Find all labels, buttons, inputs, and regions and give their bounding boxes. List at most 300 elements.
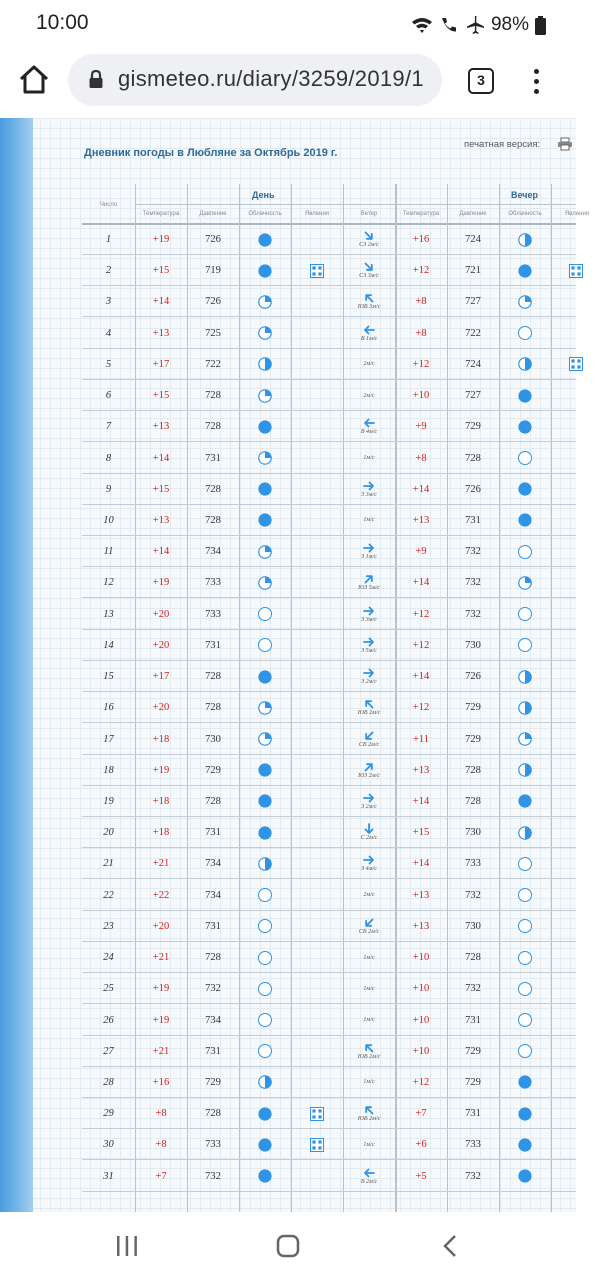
cloud-evening-cell <box>499 1036 551 1067</box>
wind-day-cell <box>343 661 395 692</box>
temperature-evening: +14 <box>412 795 430 807</box>
temperature-evening: +14 <box>412 671 430 683</box>
temperature-day: +19 <box>152 764 170 776</box>
phenomena-evening-cell <box>551 661 603 692</box>
phenomena-evening-cell <box>551 599 603 630</box>
cloud-full-icon <box>258 233 272 247</box>
cloud-day-cell <box>239 1098 291 1129</box>
pressure-day: 734 <box>205 1014 221 1026</box>
pressure-evening: 728 <box>465 452 481 464</box>
wind-arrow-icon <box>363 231 375 241</box>
temperature-evening: +10 <box>412 1045 430 1057</box>
pressure-evening: 732 <box>465 983 481 995</box>
cloud-evening-cell <box>499 1129 551 1160</box>
wind-arrow-icon <box>363 699 375 709</box>
cloud-full-icon <box>258 670 272 684</box>
wind-text: СВ 2м/с <box>358 928 380 935</box>
temperature-day: +17 <box>152 358 170 370</box>
temperature-day: +14 <box>152 452 170 464</box>
temperature-evening: +8 <box>415 327 427 339</box>
cloud-quarter-icon <box>258 295 272 309</box>
status-icons <box>411 13 546 37</box>
wind-text: 1м/с <box>363 517 375 524</box>
pressure-day: 734 <box>205 889 221 901</box>
phenomena-day-cell <box>291 411 343 442</box>
day-number: 2 <box>105 265 112 277</box>
wind-text: 1м/с <box>363 1017 375 1023</box>
temperature-evening: +10 <box>412 1014 430 1026</box>
cloud-empty-icon <box>518 888 532 902</box>
day-number: 19 <box>103 795 114 807</box>
phenomena-evening-cell <box>551 786 603 817</box>
pressure-evening: 731 <box>465 1014 481 1026</box>
phenomena-evening-cell <box>551 411 603 442</box>
phenomena-day-cell <box>291 349 343 380</box>
wind-day-cell <box>343 880 395 911</box>
wind-text: СВ 2м/с <box>358 741 380 748</box>
pressure-day: 731 <box>205 639 221 651</box>
wind-day-cell <box>343 505 395 536</box>
day-number: 18 <box>103 764 114 776</box>
temperature-day: +14 <box>152 296 170 308</box>
pressure-evening: 724 <box>465 234 481 245</box>
cloud-day-cell <box>239 911 291 942</box>
phenomena-evening-cell <box>551 536 603 567</box>
wind-arrow-icon <box>363 793 375 803</box>
temperature-day: +13 <box>152 327 170 339</box>
day-number: 20 <box>103 827 114 839</box>
table-row <box>82 755 576 786</box>
cloud-empty-icon <box>518 857 532 871</box>
wind-day-cell <box>343 1005 395 1036</box>
cloud-quarter-icon <box>258 732 272 746</box>
day-number: 6 <box>105 390 112 402</box>
phenomena-day-cell <box>291 599 343 630</box>
cloud-empty-icon <box>518 919 532 933</box>
rain-icon <box>310 1138 324 1152</box>
cloud-evening-cell <box>499 1161 551 1192</box>
phenomena-day-cell <box>291 1067 343 1098</box>
phenomena-day-cell <box>291 536 343 567</box>
cloud-half-icon <box>518 826 532 840</box>
cloud-evening-cell <box>499 880 551 911</box>
cloud-evening-cell <box>499 1098 551 1129</box>
wind-arrow-icon <box>363 855 375 865</box>
wind-day-cell <box>343 630 395 661</box>
table-row <box>82 911 576 942</box>
pressure-evening: 731 <box>465 1108 481 1120</box>
wind-day-cell <box>343 1098 395 1129</box>
pressure-day: 730 <box>205 733 221 745</box>
phenomena-evening-cell <box>551 817 603 848</box>
temperature-day: +13 <box>152 421 170 433</box>
cloud-full-icon <box>518 1107 532 1121</box>
cloud-full-icon <box>518 1169 532 1183</box>
wind-day-cell <box>343 443 395 474</box>
wind-arrow-icon <box>363 325 375 335</box>
cloud-quarter-icon <box>258 545 272 559</box>
cloud-half-icon <box>258 857 272 871</box>
day-number: 1 <box>105 234 112 245</box>
phenomena-evening-cell <box>551 911 603 942</box>
pressure-evening: 732 <box>465 546 481 558</box>
pressure-evening: 727 <box>465 296 481 308</box>
temperature-day: +20 <box>152 702 170 714</box>
col-header-cloud: Облачность <box>248 211 282 217</box>
temperature-day: +17 <box>152 671 170 683</box>
day-number: 28 <box>103 1076 114 1088</box>
wind-day-cell <box>343 255 395 286</box>
phenomena-day-cell <box>291 755 343 786</box>
cloud-day-cell <box>239 880 291 911</box>
cloud-empty-icon <box>258 1013 272 1027</box>
phenomena-day-cell <box>291 1098 343 1129</box>
cloud-day-cell <box>239 942 291 973</box>
table-row <box>82 318 576 349</box>
wind-day-cell <box>343 318 395 349</box>
wind-day-cell <box>343 599 395 630</box>
phenomena-evening-cell <box>551 443 603 474</box>
wind-day-cell <box>343 942 395 973</box>
cloud-empty-icon <box>518 326 532 340</box>
pressure-evening: 732 <box>465 889 481 901</box>
pressure-evening: 721 <box>465 265 481 277</box>
tab-switcher-button[interactable]: 3 <box>468 68 494 94</box>
temperature-day: +8 <box>155 1139 167 1151</box>
phenomena-day-cell <box>291 973 343 1004</box>
day-number: 15 <box>103 671 114 683</box>
cloud-day-cell <box>239 973 291 1004</box>
temperature-evening: +10 <box>412 952 430 964</box>
pressure-day: 729 <box>205 1076 221 1088</box>
day-number: 24 <box>103 952 114 964</box>
pressure-day: 728 <box>205 702 221 714</box>
table-row <box>82 630 576 661</box>
col-header-phenomena: Явления <box>304 211 330 217</box>
phenomena-day-cell <box>291 817 343 848</box>
day-number: 7 <box>105 421 112 433</box>
phenomena-day-cell <box>291 1036 343 1067</box>
phenomena-day-cell <box>291 224 343 255</box>
wind-day-cell <box>343 692 395 723</box>
pressure-day: 733 <box>205 608 221 620</box>
pressure-day: 731 <box>205 827 221 839</box>
temperature-day: +19 <box>152 1014 170 1026</box>
cloud-day-cell <box>239 786 291 817</box>
pressure-evening: 729 <box>465 733 481 745</box>
temperature-day: +19 <box>152 983 170 995</box>
wind-day-cell <box>343 1129 395 1160</box>
home-icon[interactable] <box>18 64 50 96</box>
day-number: 4 <box>105 327 112 339</box>
temperature-evening: +10 <box>412 983 430 995</box>
wind-day-cell <box>343 224 395 255</box>
pressure-day: 728 <box>205 483 221 495</box>
table-row <box>82 349 576 380</box>
temperature-evening: +13 <box>412 920 430 932</box>
wind-day-cell <box>343 380 395 411</box>
cloud-empty-icon <box>258 951 272 965</box>
pressure-day: 728 <box>205 952 221 964</box>
phenomena-evening-cell <box>551 1036 603 1067</box>
wind-day-cell <box>343 1161 395 1192</box>
temperature-day: +16 <box>152 1076 170 1088</box>
temperature-evening: +13 <box>412 514 430 526</box>
wind-text: 1м/с <box>363 455 375 462</box>
pressure-day: 732 <box>205 1170 221 1182</box>
cloud-day-cell <box>239 630 291 661</box>
wind-text: З 5м/с <box>361 647 377 654</box>
back-icon[interactable] <box>442 1234 458 1258</box>
cloud-empty-icon <box>518 607 532 621</box>
temperature-evening: +6 <box>415 1139 427 1151</box>
phenomena-day-cell <box>291 1161 343 1192</box>
wind-text: З 2м/с <box>361 803 377 810</box>
col-header-temp-evening: Температура <box>402 211 440 217</box>
table-row <box>82 536 576 567</box>
day-number: 21 <box>103 858 114 870</box>
table-row <box>82 692 576 723</box>
pressure-day: 722 <box>205 358 221 370</box>
phenomena-evening-cell <box>551 630 603 661</box>
wind-day-cell <box>343 817 395 848</box>
nav-bar <box>0 1212 576 1280</box>
pressure-evening: 724 <box>465 358 481 370</box>
wind-text: В 4м/с <box>360 429 378 436</box>
rain-icon <box>310 264 324 278</box>
cloud-half-icon <box>258 1075 272 1089</box>
cloud-day-cell <box>239 443 291 474</box>
cloud-full-icon <box>258 420 272 434</box>
temperature-day: +21 <box>152 1045 170 1057</box>
day-number: 10 <box>103 514 114 526</box>
pressure-day: 733 <box>205 1139 221 1151</box>
wifi-icon <box>411 16 433 34</box>
phenomena-day-cell <box>291 786 343 817</box>
cloud-day-cell <box>239 567 291 598</box>
pressure-day: 728 <box>205 671 221 683</box>
cloud-evening-cell <box>499 911 551 942</box>
cloud-full-icon <box>258 1169 272 1183</box>
cloud-quarter-icon <box>258 576 272 590</box>
pressure-day: 731 <box>205 452 221 464</box>
day-number: 14 <box>103 639 114 651</box>
wind-text: ЮВ 2м/с <box>357 1116 381 1123</box>
phenomena-evening-cell <box>551 1005 603 1036</box>
cloud-day-cell <box>239 474 291 505</box>
cloud-evening-cell <box>499 724 551 755</box>
cloud-full-icon <box>258 482 272 496</box>
table-row <box>82 443 576 474</box>
cloud-full-icon <box>518 389 532 403</box>
pressure-evening: 722 <box>465 327 481 339</box>
table-row <box>82 567 576 598</box>
phenomena-day-cell <box>291 318 343 349</box>
cloud-evening-cell <box>499 692 551 723</box>
temperature-evening: +7 <box>415 1108 427 1120</box>
temperature-evening: +9 <box>415 546 427 558</box>
cloud-empty-icon <box>258 919 272 933</box>
temperature-evening: +14 <box>412 858 430 870</box>
table-row <box>82 255 576 286</box>
temperature-evening: +10 <box>412 390 430 402</box>
cloud-evening-cell <box>499 817 551 848</box>
url-field[interactable] <box>68 54 442 106</box>
cloud-day-cell <box>239 755 291 786</box>
battery-icon <box>535 16 546 35</box>
cloud-evening-cell <box>499 848 551 879</box>
cloud-quarter-icon <box>258 326 272 340</box>
cloud-empty-icon <box>518 638 532 652</box>
wind-text: З 3м/с <box>361 616 377 623</box>
wind-day-cell <box>343 973 395 1004</box>
temperature-evening: +8 <box>415 452 427 464</box>
cloud-full-icon <box>518 794 532 808</box>
pressure-day: 728 <box>205 390 221 402</box>
table-row <box>82 1036 576 1067</box>
day-number: 29 <box>103 1108 114 1120</box>
cloud-day-cell <box>239 1161 291 1192</box>
cloud-empty-icon <box>258 888 272 902</box>
phenomena-evening-cell <box>551 286 603 317</box>
temperature-evening: +16 <box>412 234 430 245</box>
day-number: 16 <box>103 702 114 714</box>
cloud-empty-icon <box>518 545 532 559</box>
phenomena-evening-cell <box>551 1098 603 1129</box>
pressure-day: 734 <box>205 858 221 870</box>
wind-arrow-icon <box>363 824 375 834</box>
rain-icon <box>310 1107 324 1121</box>
temperature-evening: +12 <box>412 639 430 651</box>
cloud-full-icon <box>258 763 272 777</box>
table-row <box>82 599 576 630</box>
cloud-full-icon <box>258 264 272 278</box>
phenomena-day-cell <box>291 692 343 723</box>
cloud-day-cell <box>239 411 291 442</box>
wind-text: 1м/с <box>363 1079 375 1086</box>
cloud-empty-icon <box>258 607 272 621</box>
cloud-quarter-icon <box>258 451 272 465</box>
cloud-evening-cell <box>499 349 551 380</box>
cloud-evening-cell <box>499 942 551 973</box>
col-header-temp: Температура <box>142 211 180 217</box>
print-version-label: печатная версия: <box>464 139 541 150</box>
temperature-evening: +12 <box>412 265 430 277</box>
pressure-evening: 730 <box>465 827 481 839</box>
phenomena-evening-cell <box>551 224 603 255</box>
pressure-day: 726 <box>205 234 221 245</box>
cloud-day-cell <box>239 1129 291 1160</box>
day-number: 8 <box>105 452 112 464</box>
more-menu-icon[interactable] <box>526 66 546 98</box>
cloud-evening-cell <box>499 505 551 536</box>
rain-icon <box>569 264 583 278</box>
wind-arrow-icon <box>363 1043 375 1053</box>
temperature-day: +8 <box>155 1108 167 1120</box>
table-row <box>82 380 576 411</box>
temperature-evening: +13 <box>412 889 430 901</box>
temperature-day: +15 <box>152 483 170 495</box>
phenomena-evening-cell <box>551 942 603 973</box>
phenomena-day-cell <box>291 567 343 598</box>
wind-text: В 1м/с <box>360 335 378 342</box>
home-nav-icon[interactable] <box>276 1234 300 1258</box>
cloud-evening-cell <box>499 380 551 411</box>
cloud-full-icon <box>258 826 272 840</box>
temperature-evening: +14 <box>412 483 430 495</box>
wind-text: СЗ 2м/с <box>359 242 379 248</box>
wind-text: ЮЗ 5м/с <box>358 585 380 592</box>
pressure-day: 728 <box>205 1108 221 1120</box>
cloud-half-icon <box>518 763 532 777</box>
table-row <box>82 411 576 442</box>
table-row <box>82 973 576 1004</box>
wind-text: СЗ 3м/с <box>359 273 379 280</box>
phenomena-day-cell <box>291 443 343 474</box>
pressure-evening: 732 <box>465 577 481 589</box>
pressure-day: 728 <box>205 514 221 526</box>
wind-text: 2м/с <box>363 892 375 899</box>
cloud-quarter-icon <box>258 701 272 715</box>
phenomena-day-cell <box>291 380 343 411</box>
phenomena-evening-cell <box>551 1161 603 1192</box>
wind-text: ЮВ 2м/с <box>357 1053 381 1060</box>
day-number: 11 <box>103 546 114 558</box>
cloud-evening-cell <box>499 599 551 630</box>
rain-icon <box>569 357 583 371</box>
pressure-day: 725 <box>205 327 221 339</box>
temperature-evening: +8 <box>415 296 427 308</box>
cloud-day-cell <box>239 255 291 286</box>
pressure-day: 734 <box>205 546 221 558</box>
day-number: 13 <box>103 608 114 620</box>
cloud-day-cell <box>239 848 291 879</box>
printer-icon[interactable] <box>558 138 572 150</box>
cloud-day-cell <box>239 724 291 755</box>
battery-percent: 98% <box>490 14 529 35</box>
pressure-day: 728 <box>205 795 221 807</box>
pressure-evening: 731 <box>465 514 481 526</box>
phenomena-day-cell <box>291 848 343 879</box>
cloud-evening-cell <box>499 255 551 286</box>
table-row <box>82 661 576 692</box>
cloud-empty-icon <box>518 982 532 996</box>
wind-day-cell <box>343 755 395 786</box>
phenomena-evening-cell <box>551 724 603 755</box>
temperature-day: +20 <box>152 608 170 620</box>
cloud-full-icon <box>518 1075 532 1089</box>
cloud-evening-cell <box>499 973 551 1004</box>
temperature-day: +20 <box>152 920 170 932</box>
pressure-evening: 730 <box>465 920 481 932</box>
temperature-day: +20 <box>152 639 170 651</box>
cloud-day-cell <box>239 380 291 411</box>
temperature-day: +19 <box>152 234 170 245</box>
phenomena-evening-cell <box>551 848 603 879</box>
cloud-full-icon <box>518 420 532 434</box>
phenomena-day-cell <box>291 286 343 317</box>
wind-day-cell <box>343 724 395 755</box>
phenomena-evening-cell <box>551 505 603 536</box>
pressure-evening: 728 <box>465 795 481 807</box>
temperature-evening: +13 <box>412 764 430 776</box>
day-number: 26 <box>103 1014 114 1026</box>
cloud-evening-cell <box>499 661 551 692</box>
phenomena-evening-cell <box>551 692 603 723</box>
recent-apps-icon[interactable] <box>116 1236 138 1256</box>
wind-arrow-icon <box>363 731 375 741</box>
left-decor-bar <box>0 118 33 1212</box>
